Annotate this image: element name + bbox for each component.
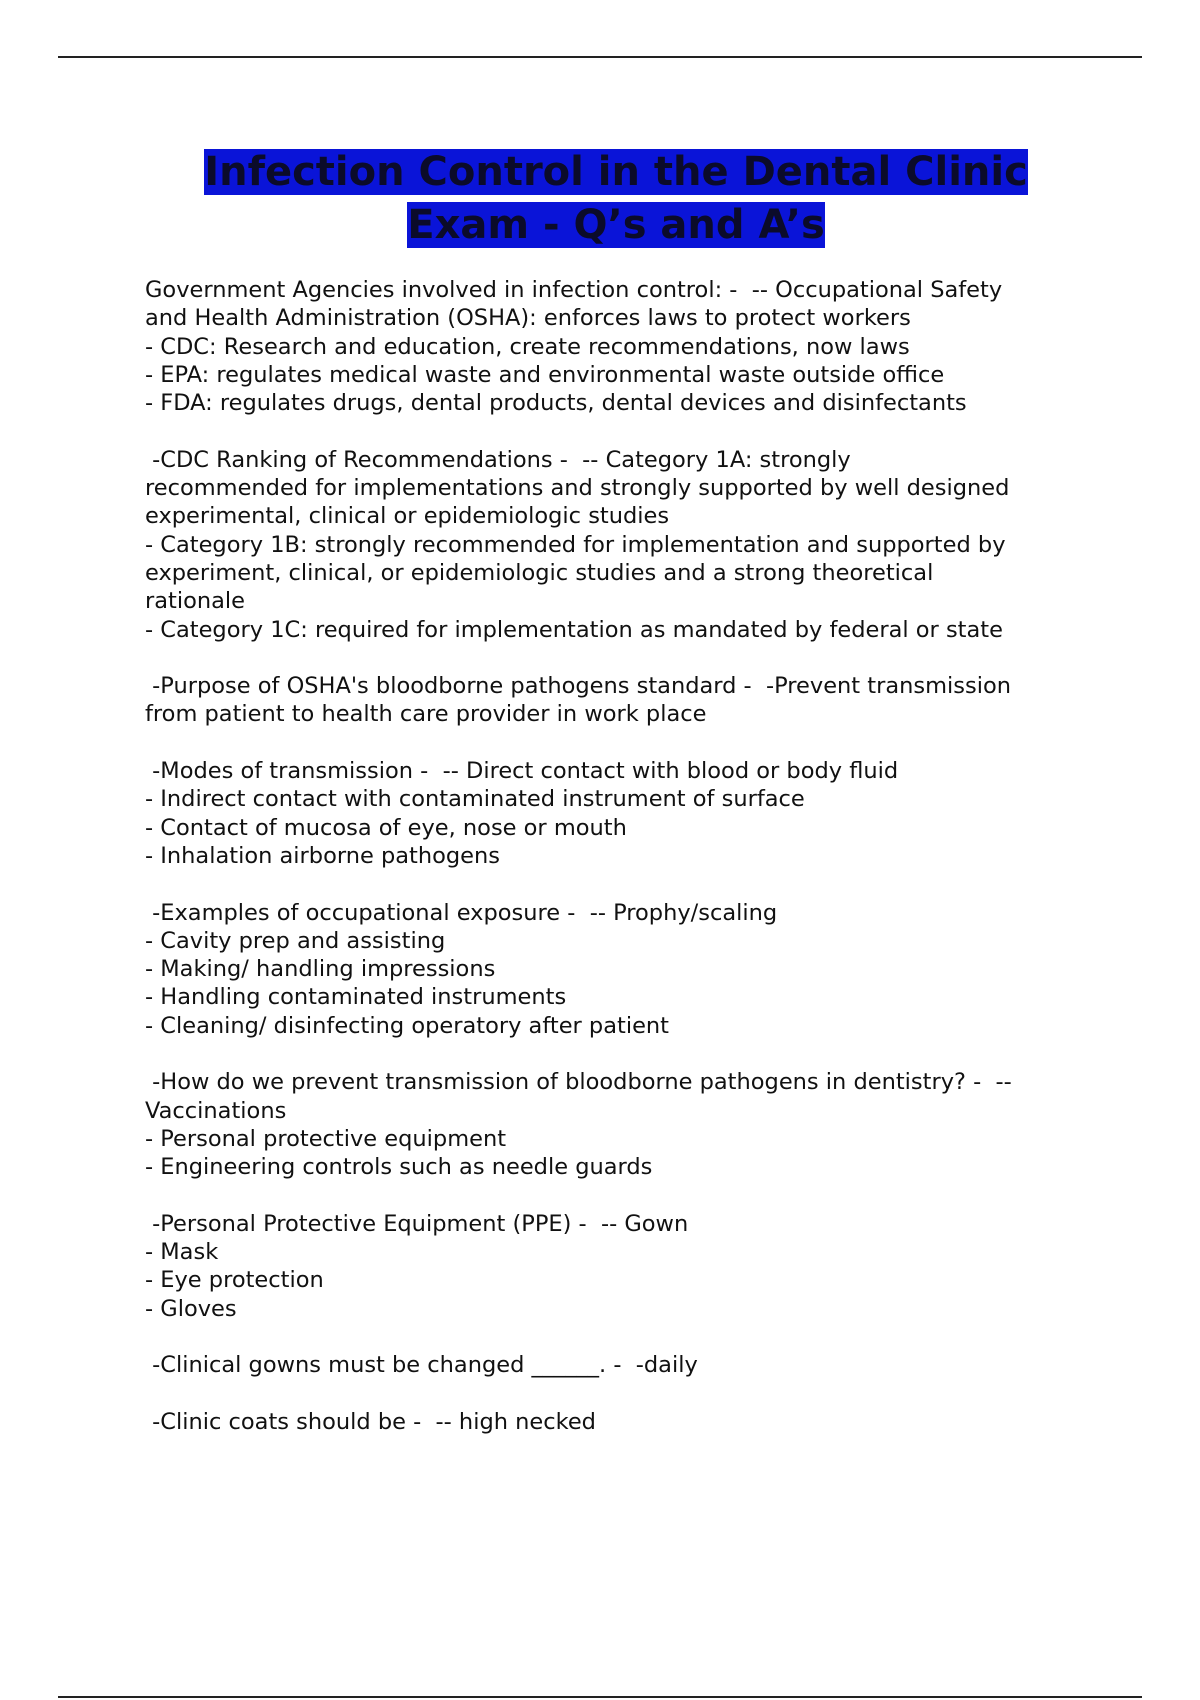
- qa-line: - Contact of mucosa of eye, nose or mouth: [145, 814, 627, 841]
- qa-line: rationale: [145, 588, 246, 615]
- qa-item: [145, 1210, 1080, 1323]
- qa-line: -Purpose of OSHA's bloodborne pathogens standard - -Prevent transmission: [145, 673, 1012, 700]
- qa-line: - Cavity prep and assisting: [145, 927, 446, 954]
- qa-line: - EPA: regulates medical waste and environmental waste outside office: [145, 361, 945, 388]
- qa-line: -Clinic coats should be - -- high necked: [145, 1408, 596, 1435]
- document-title: [146, 146, 1086, 252]
- bottom-divider: [58, 1696, 1142, 1698]
- qa-item: [145, 1068, 1080, 1181]
- title-line-2: Exam - Q’s and A’s: [407, 202, 825, 248]
- qa-line: - Category 1B: strongly recommended for implementation and supported by: [145, 531, 1006, 558]
- qa-line: -Modes of transmission - -- Direct contact with blood or body fluid: [145, 758, 899, 785]
- top-divider: [58, 56, 1142, 58]
- qa-content: [145, 276, 1080, 1464]
- qa-line: - Cleaning/ disinfecting operatory after patient: [145, 1012, 670, 1039]
- qa-line: experimental, clinical or epidemiologic studies: [145, 503, 670, 530]
- qa-line: - Personal protective equipment: [145, 1125, 507, 1152]
- qa-item: [145, 1408, 1080, 1436]
- qa-line: - Eye protection: [145, 1267, 324, 1294]
- qa-item: [145, 446, 1080, 644]
- qa-line: -CDC Ranking of Recommendations - -- Category 1A: strongly: [145, 446, 851, 473]
- qa-item: [145, 672, 1080, 729]
- qa-line: - Handling contaminated instruments: [145, 984, 567, 1011]
- qa-line: -Examples of occupational exposure - -- Prophy/scaling: [145, 899, 778, 926]
- qa-line: -Personal Protective Equipment (PPE) - -- Gown: [145, 1210, 689, 1237]
- qa-line: from patient to health care provider in work place: [145, 701, 707, 728]
- qa-line: experiment, clinical, or epidemiologic studies and a strong theoretical: [145, 559, 934, 586]
- qa-line: -Clinical gowns must be changed ______. - -daily: [145, 1352, 698, 1379]
- qa-line: - Category 1C: required for implementation as mandated by federal or state: [145, 616, 1003, 643]
- qa-line: - Mask: [145, 1239, 219, 1266]
- qa-line: -How do we prevent transmission of bloodborne pathogens in dentistry? - --: [145, 1069, 1012, 1096]
- qa-line: and Health Administration (OSHA): enforces laws to protect workers: [145, 305, 911, 332]
- qa-item: [145, 276, 1080, 417]
- qa-item: [145, 1351, 1080, 1379]
- qa-line: - CDC: Research and education, create recommendations, now laws: [145, 333, 910, 360]
- qa-item: [145, 899, 1080, 1040]
- qa-line: - Gloves: [145, 1295, 237, 1322]
- qa-item: [145, 757, 1080, 870]
- title-line-1: Infection Control in the Dental Clinic: [204, 149, 1028, 195]
- qa-line: - Making/ handling impressions: [145, 956, 496, 983]
- qa-line: - Inhalation airborne pathogens: [145, 842, 500, 869]
- qa-line: - Indirect contact with contaminated instrument of surface: [145, 786, 805, 813]
- qa-line: - FDA: regulates drugs, dental products, dental devices and disinfectants: [145, 390, 967, 417]
- qa-line: recommended for implementations and strongly supported by well designed: [145, 475, 1010, 502]
- qa-line: Vaccinations: [145, 1097, 287, 1124]
- qa-line: - Engineering controls such as needle guards: [145, 1154, 653, 1181]
- qa-line: Government Agencies involved in infection control: - -- Occupational Safety: [145, 277, 1003, 303]
